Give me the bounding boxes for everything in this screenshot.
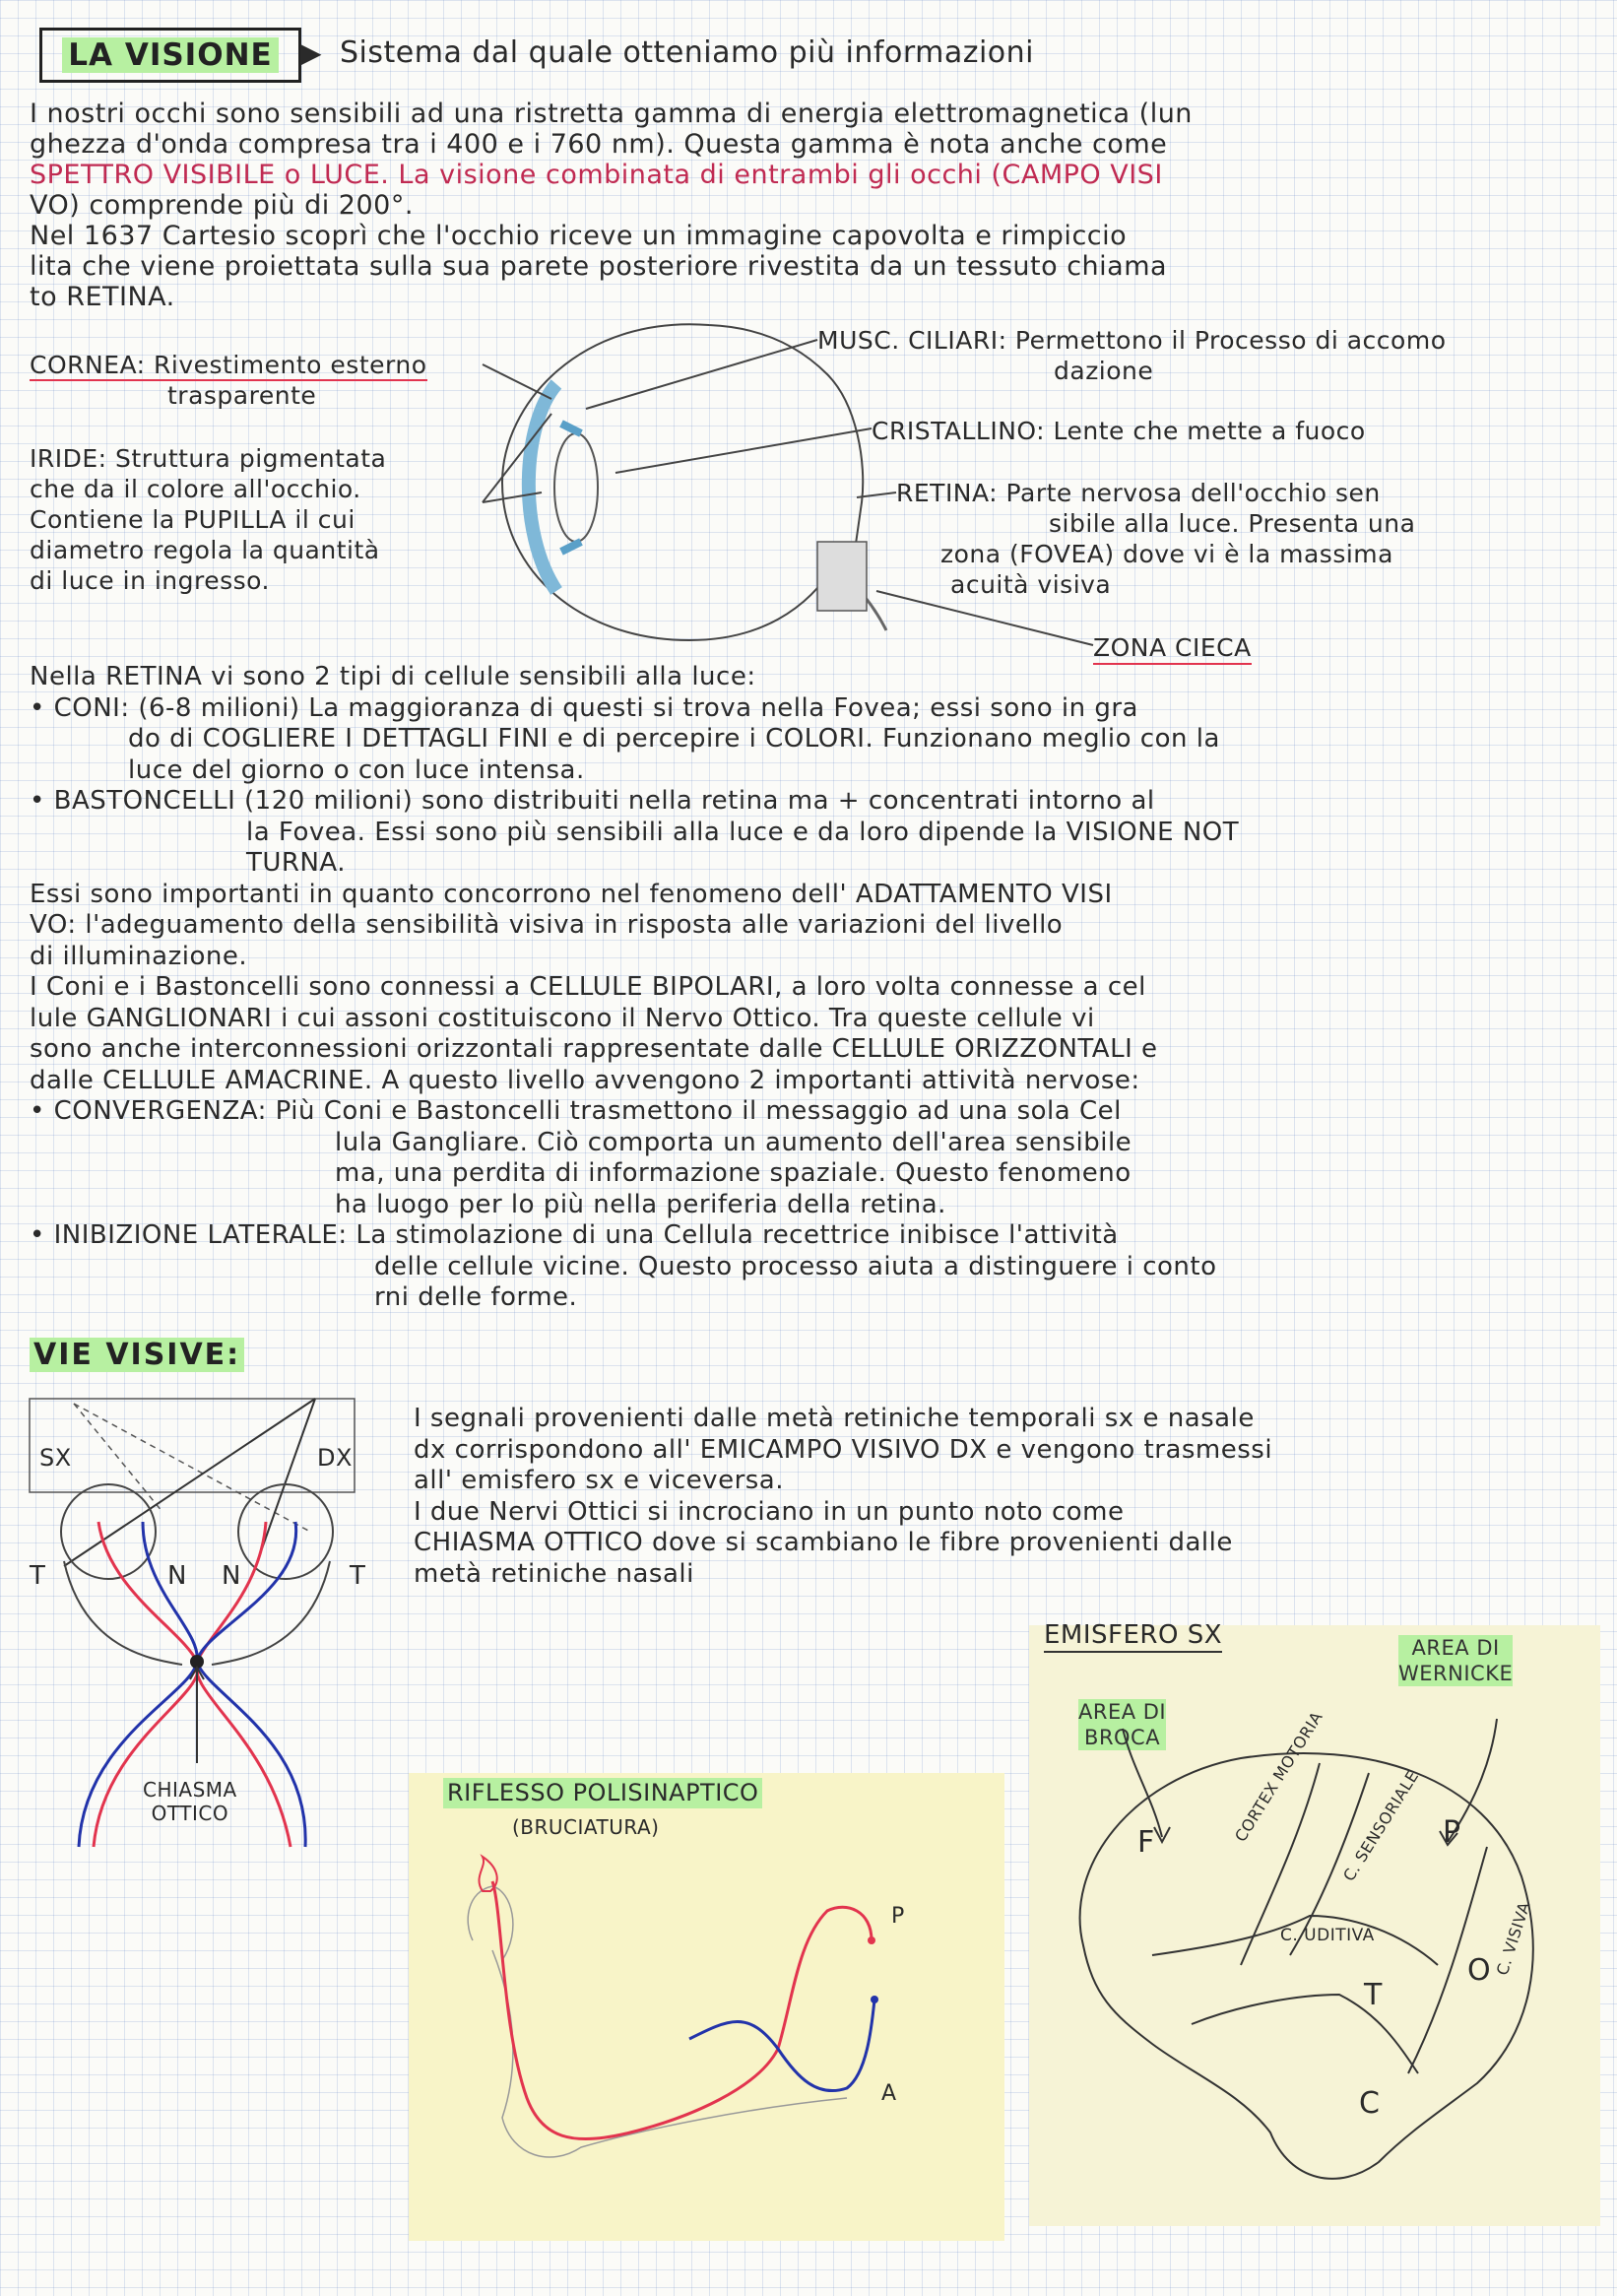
vie-visive-line: dx corrispondono all' EMICAMPO VISIVO DX e vengono trasmessi: [414, 1434, 1273, 1465]
motor-neuron-blue: [689, 2000, 874, 2091]
iride-text: che da il colore all'occhio.: [30, 475, 361, 503]
label-n-left: N: [167, 1561, 187, 1591]
vie-visive-title: [30, 1338, 244, 1372]
retina-text: acuità visiva: [950, 570, 1112, 599]
intro-line: Nel 1637 Cartesio scoprì che l'occhio riceve un immagine capovolta e rimpiccio: [30, 221, 1128, 251]
cornea-text: trasparente: [167, 381, 317, 410]
c-uditiva-label: C. UDITIVA: [1280, 1926, 1375, 1945]
body-line: la Fovea. Essi sono più sensibili alla luce e da loro dipende la VISIONE NOT: [246, 817, 1240, 847]
body-line: lula Gangliare. Ciò comporta un aumento dell'area sensibile: [335, 1127, 1132, 1157]
muscoli-label: [817, 325, 1447, 386]
body-line: di illuminazione.: [30, 941, 248, 971]
body-line: luce del giorno o con luce intensa.: [128, 754, 585, 785]
cristallino-label: CRISTALLINO: Lente che mette a fuoco: [872, 417, 1366, 445]
cornea-label: [30, 350, 427, 411]
left-eye: [61, 1484, 156, 1579]
vie-visive-text: [414, 1404, 1605, 1590]
body-line: sono anche interconnessioni orizzontali rappresentate dalle CELLULE ORIZZONTALI e: [30, 1034, 1158, 1064]
intro-line: I nostri occhi sono sensibili ad una ristretta gamma di energia elettromagnetica (lun: [30, 98, 1193, 129]
retina-text: RETINA: Parte nervosa dell'occhio sen: [896, 479, 1381, 507]
broca-arrow: [1123, 1729, 1162, 1837]
body-line: Essi sono importanti in quanto concorrono nel fenomeno dell' ADATTAMENTO VISI: [30, 879, 1113, 909]
vie-visive-title-text: VIE VISIVE:: [30, 1338, 244, 1372]
page-title: LA VISIONE: [62, 37, 278, 73]
iride-text: Contiene la PUPILLA il cui: [30, 505, 356, 534]
body-line: I Coni e i Bastoncelli sono connessi a CELLULE BIPOLARI, a loro volta connesse a cel: [30, 972, 1146, 1002]
body-paragraph: [30, 662, 1600, 1314]
sensory-neuron-red: [492, 1881, 872, 2139]
zona-cieca-label: ZONA CIECA: [1093, 632, 1252, 665]
c-sensoriale-label: C. SENSORIALE: [1339, 1767, 1423, 1885]
muscoli-text: MUSC. CILIARI: Permettono il Processo di accomo: [817, 326, 1447, 355]
intro-line: to RETINA.: [30, 282, 175, 312]
body-line: delle cellule vicine. Questo processo aiuta a distinguere i conto: [374, 1251, 1217, 1281]
body-line: • CONVERGENZA: Più Coni e Bastoncelli trasmettono il messaggio ad una sola Cel: [30, 1096, 1122, 1126]
hand-outline: [468, 1886, 513, 1960]
visual-field-box: [30, 1399, 355, 1492]
vie-visive-line: metà retiniche nasali: [414, 1558, 694, 1589]
label-sx: SX: [39, 1444, 72, 1472]
intro-line: ghezza d'onda compresa tra i 400 e i 760 nm). Questa gamma è nota anche come: [30, 129, 1168, 160]
emisfero-title: EMISFERO SX: [1044, 1620, 1222, 1653]
lobe-f: F: [1137, 1825, 1155, 1860]
label-n-right: N: [222, 1561, 241, 1591]
body-line: TURNA.: [246, 848, 347, 878]
iride-text: IRIDE: Struttura pigmentata: [30, 444, 387, 473]
label-a: A: [881, 2081, 897, 2106]
cornea-text: CORNEA: Rivestimento esterno: [30, 351, 427, 379]
body-line: do di COGLIERE I DETTAGLI FINI e di percepire i COLORI. Funzionano meglio con la: [128, 724, 1220, 754]
intro-line: lita che viene proiettata sulla sua parete posteriore rivestita da un tessuto chiama: [30, 251, 1168, 282]
intro-line: VO) comprende più di 200°.: [30, 190, 414, 221]
retina-text: zona (FOVEA) dove vi è la massima: [940, 540, 1393, 568]
chiasma-text: CHIASMA: [143, 1778, 237, 1802]
lobe-p: P: [1443, 1815, 1461, 1850]
iride-text: di luce in ingresso.: [30, 566, 270, 595]
vie-visive-line: I segnali provenienti dalle metà retiniche temporali sx e nasale: [414, 1404, 1255, 1433]
vie-visive-line: all' emisfero sx e viceversa.: [414, 1466, 784, 1495]
riflesso-subtitle: (BRUCIATURA): [512, 1815, 660, 1839]
body-line: • INIBIZIONE LATERALE: La stimolazione di una Cellula recettrice inibisce l'attività: [30, 1220, 1119, 1250]
chiasma-label: [143, 1778, 237, 1825]
lobe-c: C: [1359, 2086, 1381, 2121]
wernicke-text: WERNICKE: [1398, 1662, 1514, 1685]
iride-text: diametro regola la quantità: [30, 536, 380, 564]
label-p: P: [891, 1904, 905, 1929]
cortex-motoria-label: CORTEX MOTORIA: [1231, 1708, 1326, 1846]
muscoli-text: dazione: [1054, 357, 1154, 385]
body-line: lule GANGLIONARI i cui assoni costituiscono il Nervo Ottico. Tra queste cellule vi: [30, 1003, 1095, 1033]
vie-visive-line: CHIASMA OTTICO dove si scambiano le fibre provenienti dalle: [414, 1528, 1233, 1557]
lobe-t: T: [1364, 1978, 1383, 2012]
wernicke-text: AREA DI: [1398, 1635, 1513, 1661]
body-line: • BASTONCELLI (120 milioni) sono distribuiti nella retina ma + concentrati intorno al: [30, 786, 1155, 816]
body-line: dalle CELLULE AMACRINE. A questo livello avvengono 2 importanti attività nervose:: [30, 1065, 1140, 1095]
body-line: ha luogo per lo più nella periferia della retina.: [335, 1189, 946, 1219]
riflesso-title: RIFLESSO POLISINAPTICO: [443, 1778, 762, 1808]
page-subtitle: Sistema dal quale otteniamo più informazioni: [340, 35, 1035, 70]
brain-outline: [1080, 1753, 1533, 2179]
body-line: rni delle forme.: [374, 1282, 578, 1312]
body-line: Nella RETINA vi sono 2 tipi di cellule sensibili alla luce:: [30, 662, 756, 691]
label-t-left: T: [30, 1561, 46, 1591]
temporal-lobe: [1192, 1995, 1418, 2073]
broca-text: AREA DI: [1078, 1700, 1167, 1724]
title-arrow: ▶: [300, 36, 323, 69]
body-line: ma, una perdita di informazione spaziale. Questo fenomeno: [335, 1158, 1132, 1188]
vie-visive-line: I due Nervi Ottici si incrociano in un punto noto come: [414, 1496, 1125, 1527]
body-line: VO: l'adeguamento della sensibilità visiva in risposta alle variazioni del livello: [30, 910, 1064, 940]
intro-line: SPETTRO VISIBILE o LUCE. La visione combinata di entrambi gli occhi (CAMPO VISI: [30, 160, 1163, 190]
chiasma-text: OTTICO: [151, 1802, 229, 1825]
retina-label: [896, 478, 1415, 600]
retina-text: sibile alla luce. Presenta una: [1049, 509, 1416, 538]
label-t-right: T: [350, 1561, 366, 1591]
wernicke-label: [1398, 1635, 1513, 1686]
iride-label: [30, 443, 386, 596]
broca-text: BROCA: [1078, 1725, 1166, 1750]
lobe-o: O: [1467, 1953, 1492, 1988]
c-visiva-label: C. VISIVA: [1492, 1899, 1534, 1978]
body-line: • CONI: (6-8 milioni) La maggioranza di questi si trova nella Fovea; essi sono in gra: [30, 692, 1138, 723]
label-dx: DX: [317, 1444, 353, 1472]
